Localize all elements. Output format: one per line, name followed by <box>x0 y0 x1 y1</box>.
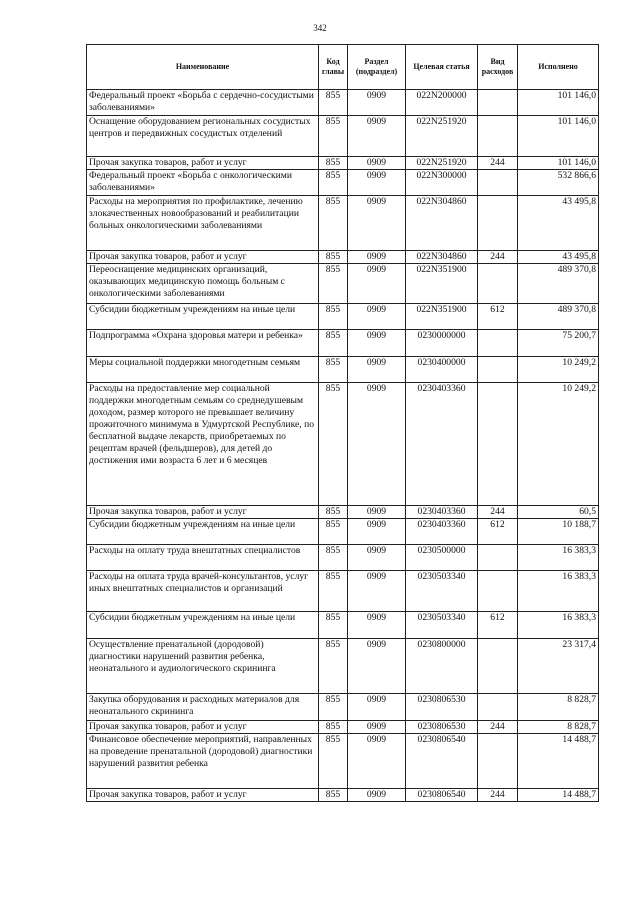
row-executed-cell: 43 495,8 <box>518 251 599 264</box>
row-chapter-code-cell: 855 <box>319 383 348 506</box>
row-chapter-code-cell: 855 <box>319 90 348 116</box>
row-expense-type-cell <box>478 383 518 506</box>
row-chapter-code-cell: 855 <box>319 506 348 519</box>
row-target-article-cell: 0230403360 <box>406 506 478 519</box>
table-row <box>87 304 599 330</box>
row-executed-cell: 10 188,7 <box>518 519 599 545</box>
row-section-cell: 0909 <box>348 694 406 721</box>
row-expense-type-cell <box>478 571 518 612</box>
row-expense-type-cell: 244 <box>478 721 518 734</box>
table-row <box>87 734 599 789</box>
table-row <box>87 789 599 802</box>
table-row <box>87 571 599 612</box>
row-executed-cell: 10 249,2 <box>518 383 599 506</box>
row-section-cell: 0909 <box>348 304 406 330</box>
row-expense-type-cell <box>478 545 518 571</box>
row-section-cell: 0909 <box>348 721 406 734</box>
row-chapter-code-cell: 855 <box>319 116 348 157</box>
row-executed-cell: 101 146,0 <box>518 90 599 116</box>
row-chapter-code-cell: 855 <box>319 304 348 330</box>
row-target-article-cell: 0230503340 <box>406 571 478 612</box>
row-name-cell: Расходы на оплату труда внештатных специалистов <box>87 545 319 571</box>
table-header-row <box>87 45 599 90</box>
row-name-cell: Субсидии бюджетным учреждениям на иные цели <box>87 519 319 545</box>
row-expense-type-cell <box>478 639 518 694</box>
table-row <box>87 639 599 694</box>
row-expense-type-cell <box>478 264 518 304</box>
row-executed-cell: 489 370,8 <box>518 304 599 330</box>
row-section-cell: 0909 <box>348 116 406 157</box>
table-row <box>87 196 599 251</box>
table-row <box>87 251 599 264</box>
table-row <box>87 357 599 383</box>
row-target-article-cell: 022N200000 <box>406 90 478 116</box>
table-row <box>87 264 599 304</box>
row-section-cell: 0909 <box>348 251 406 264</box>
header-chapter-code: Код главы <box>319 45 348 90</box>
row-executed-cell: 532 866,6 <box>518 170 599 196</box>
row-name-cell: Закупка оборудования и расходных материалов для неонатального скрининга <box>87 694 319 721</box>
row-target-article-cell: 0230806540 <box>406 734 478 789</box>
row-chapter-code-cell: 855 <box>319 196 348 251</box>
row-target-article-cell: 0230503340 <box>406 612 478 639</box>
row-name-cell: Меры социальной поддержки многодетным семьям <box>87 357 319 383</box>
row-name-cell: Прочая закупка товаров, работ и услуг <box>87 251 319 264</box>
row-expense-type-cell: 244 <box>478 251 518 264</box>
table-row <box>87 116 599 157</box>
row-executed-cell: 101 146,0 <box>518 116 599 157</box>
row-expense-type-cell <box>478 90 518 116</box>
row-executed-cell: 101 146,0 <box>518 157 599 170</box>
row-chapter-code-cell: 855 <box>319 571 348 612</box>
table-body <box>87 90 599 802</box>
row-name-cell: Финансовое обеспечение мероприятий, направленных на проведение пренатальной (дородовой) диагностики нарушений развития ребенка <box>87 734 319 789</box>
row-name-cell: Переоснащение медицинских организаций, оказывающих медицинскую помощь больным с онкологическими заболеваниями <box>87 264 319 304</box>
row-section-cell: 0909 <box>348 545 406 571</box>
row-expense-type-cell <box>478 694 518 721</box>
row-executed-cell: 8 828,7 <box>518 694 599 721</box>
row-name-cell: Федеральный проект «Борьба с сердечно-сосудистыми заболеваниями» <box>87 90 319 116</box>
row-chapter-code-cell: 855 <box>319 639 348 694</box>
header-executed: Исполнено <box>518 45 599 90</box>
row-expense-type-cell: 244 <box>478 157 518 170</box>
row-name-cell: Прочая закупка товаров, работ и услуг <box>87 789 319 802</box>
row-name-cell: Расходы на мероприятия по профилактике, лечению злокачественных новообразований и реабилитации больных онкологическими заболеваниями <box>87 196 319 251</box>
row-name-cell: Субсидии бюджетным учреждениям на иные цели <box>87 304 319 330</box>
budget-table <box>86 44 599 802</box>
row-executed-cell: 14 488,7 <box>518 789 599 802</box>
row-section-cell: 0909 <box>348 734 406 789</box>
row-executed-cell: 60,5 <box>518 506 599 519</box>
row-target-article-cell: 022N351900 <box>406 304 478 330</box>
row-section-cell: 0909 <box>348 90 406 116</box>
table-row <box>87 383 599 506</box>
row-name-cell: Оснащение оборудованием региональных сосудистых центров и передвижных сосудистых отделений <box>87 116 319 157</box>
row-target-article-cell: 0230403360 <box>406 519 478 545</box>
row-expense-type-cell: 244 <box>478 789 518 802</box>
row-section-cell: 0909 <box>348 196 406 251</box>
row-chapter-code-cell: 855 <box>319 330 348 357</box>
row-target-article-cell: 0230000000 <box>406 330 478 357</box>
row-section-cell: 0909 <box>348 571 406 612</box>
row-target-article-cell: 0230800000 <box>406 639 478 694</box>
header-name: Наименование <box>87 45 319 90</box>
row-expense-type-cell: 612 <box>478 612 518 639</box>
row-executed-cell: 16 383,3 <box>518 571 599 612</box>
row-chapter-code-cell: 855 <box>319 612 348 639</box>
row-target-article-cell: 022N351900 <box>406 264 478 304</box>
row-section-cell: 0909 <box>348 357 406 383</box>
row-target-article-cell: 0230806530 <box>406 694 478 721</box>
row-expense-type-cell <box>478 196 518 251</box>
row-executed-cell: 489 370,8 <box>518 264 599 304</box>
table-row <box>87 157 599 170</box>
row-name-cell: Подпрограмма «Охрана здоровья матери и ребенка» <box>87 330 319 357</box>
row-section-cell: 0909 <box>348 639 406 694</box>
row-section-cell: 0909 <box>348 157 406 170</box>
row-executed-cell: 10 249,2 <box>518 357 599 383</box>
row-chapter-code-cell: 855 <box>319 357 348 383</box>
row-chapter-code-cell: 855 <box>319 170 348 196</box>
row-target-article-cell: 022N300000 <box>406 170 478 196</box>
row-target-article-cell: 022N251920 <box>406 116 478 157</box>
row-section-cell: 0909 <box>348 330 406 357</box>
row-chapter-code-cell: 855 <box>319 734 348 789</box>
row-executed-cell: 16 383,3 <box>518 545 599 571</box>
row-name-cell: Прочая закупка товаров, работ и услуг <box>87 721 319 734</box>
row-section-cell: 0909 <box>348 264 406 304</box>
row-target-article-cell: 0230403360 <box>406 383 478 506</box>
row-target-article-cell: 022N251920 <box>406 157 478 170</box>
row-name-cell: Федеральный проект «Борьба с онкологическими заболеваниями» <box>87 170 319 196</box>
row-name-cell: Расходы на предоставление мер социальной поддержки многодетным семьям со среднедушевым доходом, размер которого не превышает величину прожиточного минимума в Удмуртской Республике, по бесплатной выдаче лекарств, приобретаемых по рецептам врачей (фельдшеров), для детей до достижения ими возраста 6 лет и 6 месяцев <box>87 383 319 506</box>
row-name-cell: Субсидии бюджетным учреждениям на иные цели <box>87 612 319 639</box>
table-row <box>87 721 599 734</box>
row-chapter-code-cell: 855 <box>319 789 348 802</box>
row-executed-cell: 14 488,7 <box>518 734 599 789</box>
row-section-cell: 0909 <box>348 383 406 506</box>
row-expense-type-cell <box>478 734 518 789</box>
row-name-cell: Прочая закупка товаров, работ и услуг <box>87 506 319 519</box>
row-executed-cell: 23 317,4 <box>518 639 599 694</box>
row-target-article-cell: 022N304860 <box>406 196 478 251</box>
row-expense-type-cell: 612 <box>478 519 518 545</box>
row-name-cell: Расходы на оплата труда врачей-консультантов, услуг иных внештатных специалистов и организаций <box>87 571 319 612</box>
row-chapter-code-cell: 855 <box>319 251 348 264</box>
row-executed-cell: 75 200,7 <box>518 330 599 357</box>
row-expense-type-cell: 612 <box>478 304 518 330</box>
row-chapter-code-cell: 855 <box>319 545 348 571</box>
table-row <box>87 612 599 639</box>
row-target-article-cell: 022N304860 <box>406 251 478 264</box>
row-section-cell: 0909 <box>348 789 406 802</box>
table-row <box>87 506 599 519</box>
row-executed-cell: 43 495,8 <box>518 196 599 251</box>
row-section-cell: 0909 <box>348 612 406 639</box>
table-row <box>87 694 599 721</box>
table-row <box>87 545 599 571</box>
table-row <box>87 90 599 116</box>
row-target-article-cell: 0230400000 <box>406 357 478 383</box>
row-expense-type-cell <box>478 357 518 383</box>
row-chapter-code-cell: 855 <box>319 721 348 734</box>
row-target-article-cell: 0230806530 <box>406 721 478 734</box>
table-row <box>87 330 599 357</box>
row-executed-cell: 8 828,7 <box>518 721 599 734</box>
row-section-cell: 0909 <box>348 506 406 519</box>
row-expense-type-cell <box>478 170 518 196</box>
row-target-article-cell: 0230500000 <box>406 545 478 571</box>
table-row <box>87 170 599 196</box>
row-chapter-code-cell: 855 <box>319 157 348 170</box>
row-chapter-code-cell: 855 <box>319 694 348 721</box>
header-target-article: Целевая статья <box>406 45 478 90</box>
row-expense-type-cell <box>478 330 518 357</box>
row-chapter-code-cell: 855 <box>319 264 348 304</box>
header-expense-type: Вид расходов <box>478 45 518 90</box>
row-target-article-cell: 0230806540 <box>406 789 478 802</box>
row-chapter-code-cell: 855 <box>319 519 348 545</box>
row-name-cell: Прочая закупка товаров, работ и услуг <box>87 157 319 170</box>
row-expense-type-cell <box>478 116 518 157</box>
page-number: 342 <box>313 23 327 33</box>
row-section-cell: 0909 <box>348 519 406 545</box>
row-name-cell: Осуществление пренатальной (дородовой) диагностики нарушений развития ребенка, неонатального и аудиологического скрининга <box>87 639 319 694</box>
row-executed-cell: 16 383,3 <box>518 612 599 639</box>
header-section: Раздел (подраздел) <box>348 45 406 90</box>
table-row <box>87 519 599 545</box>
row-expense-type-cell: 244 <box>478 506 518 519</box>
row-section-cell: 0909 <box>348 170 406 196</box>
